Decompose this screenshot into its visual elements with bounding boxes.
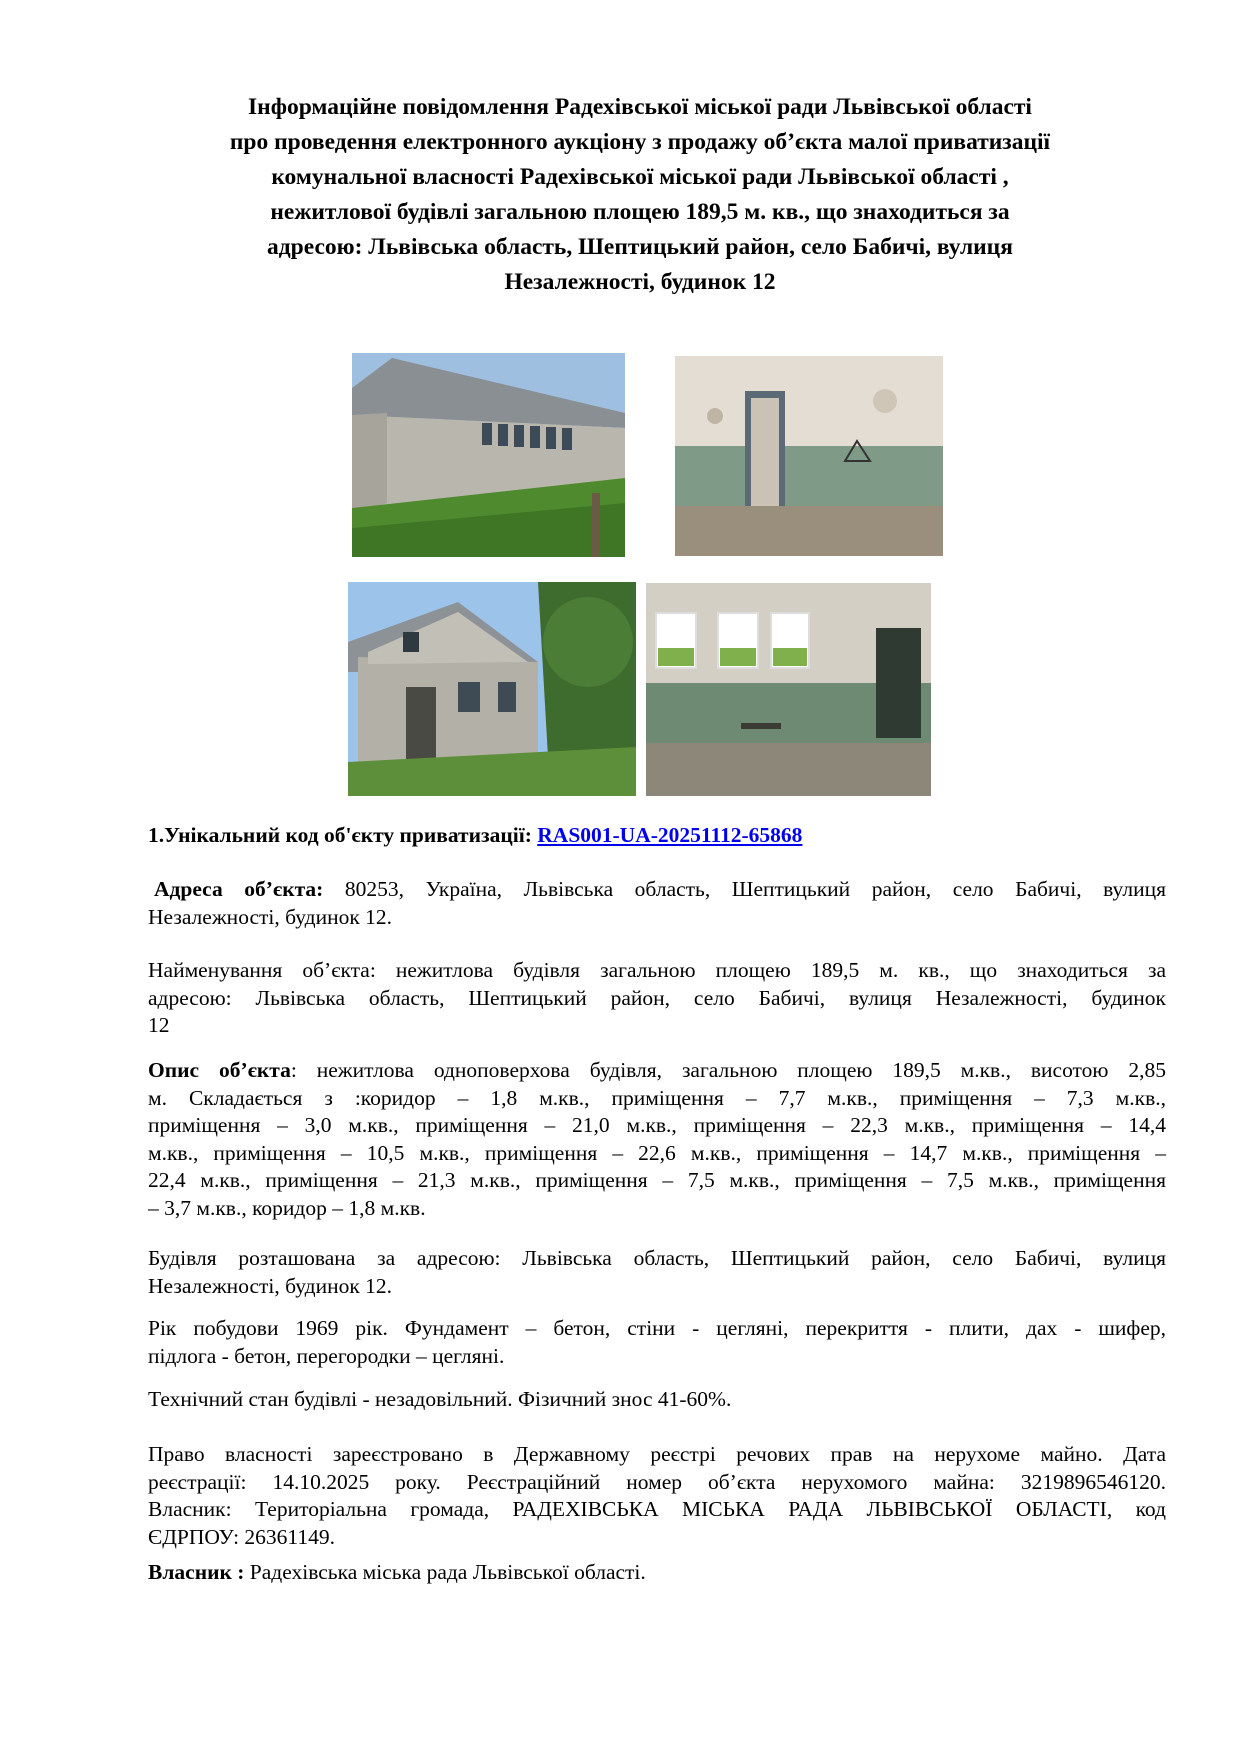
privatization-code-link[interactable]: RAS001-UA-20251112-65868	[537, 823, 803, 847]
object-description-paragraph	[148, 1057, 1166, 1222]
location-line: Незалежності, будинок 12.	[148, 1273, 393, 1298]
construction-line: підлога - бетон, перегородки – цегляні.	[148, 1343, 505, 1368]
location-paragraph	[148, 1245, 1166, 1300]
photo-interior-windows	[646, 583, 931, 796]
ownership-line: Право власності зареєстровано в Державному реєстрі речових прав на нерухоме майно. Дата	[148, 1442, 1166, 1466]
title-line: про проведення електронного аукціону з продажу об’єкта малої приватизації	[229, 129, 1051, 155]
ownership-line: Власник: Територіальна громада, РАДЕХІВСЬКА МІСЬКА РАДА ЛЬВІВСЬКОЇ ОБЛАСТІ, код	[148, 1497, 1166, 1521]
object-name-line: Найменування об’єкта: нежитлова будівля загальною площею 189,5 м. кв., що знаходиться за	[148, 958, 1166, 982]
privatization-code-paragraph	[148, 822, 1166, 850]
description-text: : нежитлова одноповерхова будівля, загальною площею 189,5 м.кв., висотою 2,85	[290, 1058, 1167, 1082]
address-label: Адреса об’єкта:	[154, 877, 324, 901]
description-line: приміщення – 3,0 м.кв., приміщення – 21,0 м.кв., приміщення – 22,3 м.кв., приміщення – 14,4	[148, 1113, 1166, 1137]
object-name-line: 12	[148, 1013, 170, 1037]
object-name-paragraph	[148, 957, 1166, 1040]
description-label: Опис об’єкта	[148, 1058, 291, 1082]
address-text-cont: Незалежності, будинок 12.	[148, 904, 393, 929]
condition-text: Технічний стан будівлі - незадовільний. Фізичний знос 41-60%.	[148, 1387, 732, 1411]
description-line: м. Складається з :коридор – 1,8 м.кв., приміщення – 7,7 м.кв., приміщення – 7,3 м.кв.,	[148, 1085, 1166, 1110]
construction-line: Рік побудови 1969 рік. Фундамент – бетон, стіни - цегляні, перекриття - плити, дах - шифер,	[148, 1316, 1166, 1340]
description-line: м.кв., приміщення – 10,5 м.кв., приміщення – 22,6 м.кв., приміщення – 14,7 м.кв., приміщення –	[148, 1140, 1166, 1165]
address-paragraph	[148, 876, 1166, 931]
title-line: Незалежності, будинок 12	[504, 269, 776, 295]
address-text: 80253, Україна, Львівська область, Шептицький район, село Бабичі, вулиця	[323, 877, 1166, 901]
construction-paragraph	[148, 1315, 1166, 1370]
condition-paragraph	[148, 1386, 1166, 1414]
ownership-line: реєстрації: 14.10.2025 року. Реєстраційний номер об’єкта нерухомого майна: 3219896546120.	[148, 1469, 1166, 1494]
owner-paragraph	[148, 1559, 1166, 1587]
owner-value: Радехівська міська рада Львівської області.	[244, 1560, 646, 1584]
ownership-line: ЄДРПОУ: 26361149.	[148, 1524, 335, 1549]
object-name-line: адресою: Львівська область, Шептицький район, село Бабичі, вулиця Незалежності, будинок	[148, 985, 1166, 1010]
document-title	[180, 90, 1100, 300]
description-line: – 3,7 м.кв., коридор – 1,8 м.кв.	[148, 1195, 426, 1220]
location-line: Будівля розташована за адресою: Львівська область, Шептицький район, село Бабичі, вулиця	[148, 1246, 1166, 1270]
ownership-paragraph	[148, 1441, 1166, 1551]
photo-building-exterior-gable	[348, 582, 636, 796]
title-line: Інформаційне повідомлення Радехівської міської ради Львівської області	[248, 94, 1032, 120]
description-line: 22,4 м.кв., приміщення – 21,3 м.кв., приміщення – 7,5 м.кв., приміщення – 7,5 м.кв., приміщення	[148, 1168, 1166, 1192]
owner-label: Власник :	[148, 1560, 245, 1584]
photo-building-exterior-side	[352, 353, 625, 557]
title-line: адресою: Львівська область, Шептицький район, село Бабичі, вулиця	[267, 234, 1013, 260]
privatization-code-label: 1.Унікальний код об'єкту приватизації:	[148, 823, 538, 847]
title-line: комунальної власності Радехівської міської ради Львівської області ,	[271, 164, 1009, 190]
title-line: нежитлової будівлі загальною площею 189,5 м. кв., що знаходиться за	[270, 199, 1010, 225]
photo-interior-doorway	[675, 356, 943, 556]
